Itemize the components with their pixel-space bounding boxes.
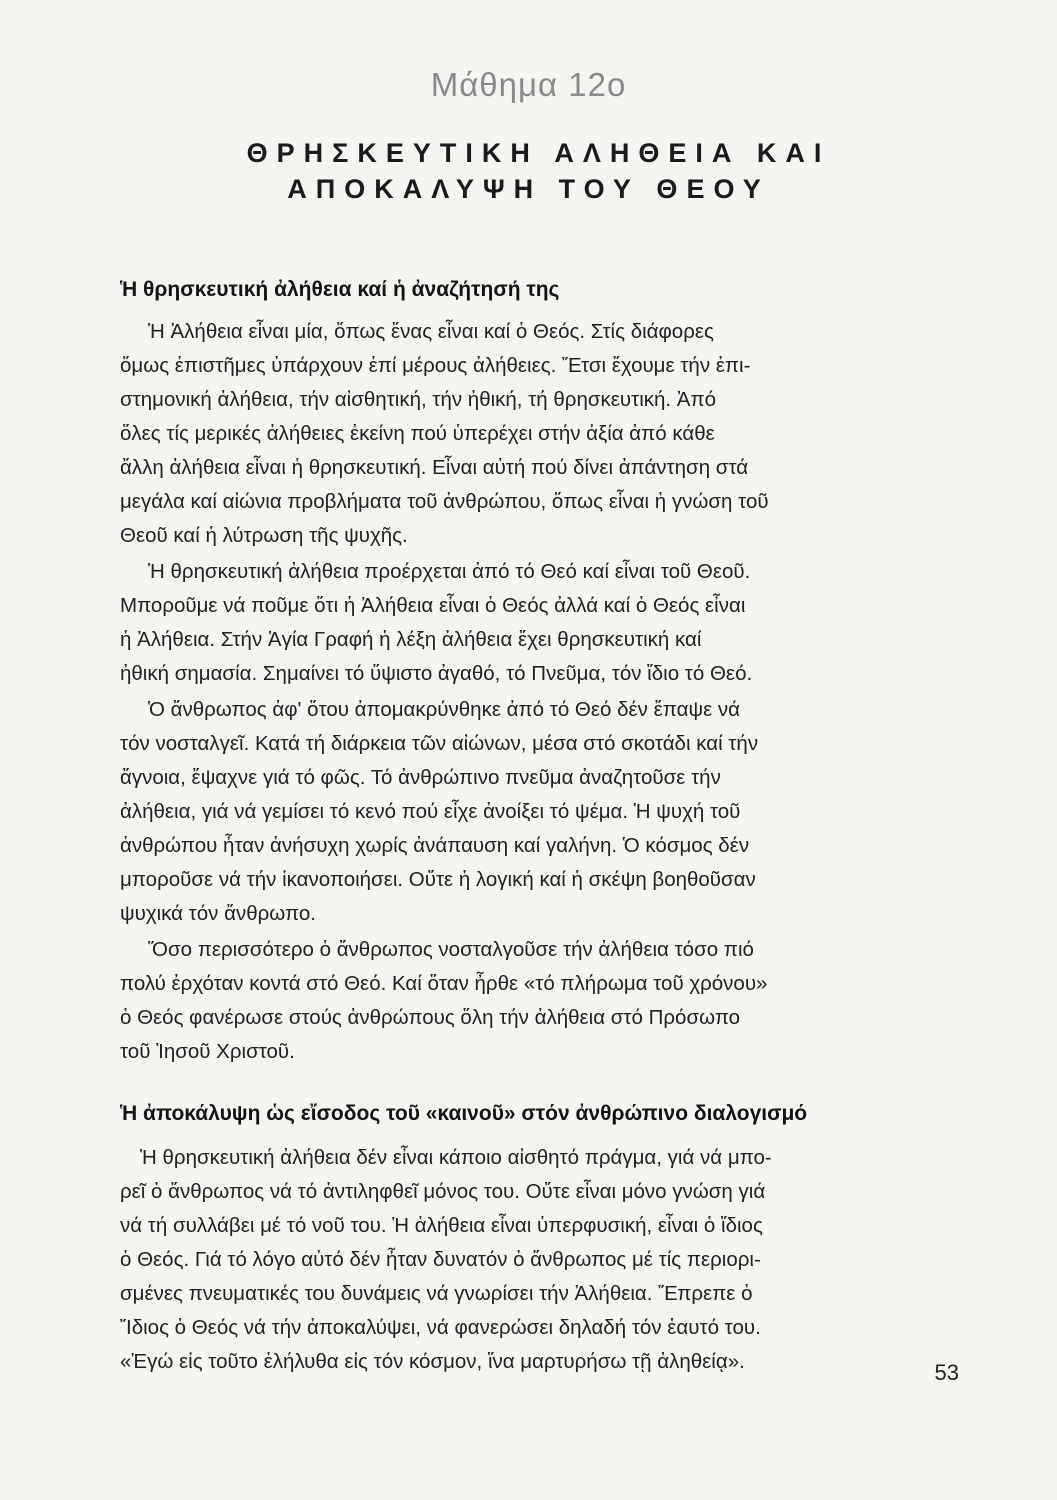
text-line: στημονική ἀλήθεια, τήν αἰσθητική, τήν ἠθική, τή θρησκευτική. Ἀπό <box>120 388 717 411</box>
text-line: Ὅσο περισσότερο ὁ ἄνθρωπος νοσταλγοῦσε τήν ἀλήθεια τόσο πιό <box>148 938 754 961</box>
chapter-title-line-1: ΘΡΗΣΚΕΥΤΙΚΗ ΑΛΗΘΕΙΑ ΚΑΙ <box>246 138 831 168</box>
text-line: ὁ Θεός φανέρωσε στούς ἀνθρώπους ὅλη τήν ἀλήθεια στό Πρόσωπο <box>120 1006 741 1029</box>
text-line: ρεῖ ὁ ἄνθρωπος νά τό ἀντιληφθεῖ μόνος του. Οὔτε εἶναι μόνο γνώση γιά <box>120 1180 766 1203</box>
text-line: Ἡ θρησκευτική ἀλήθεια δέν εἶναι κάποιο αἰσθητό πράγμα, γιά νά μπο- <box>140 1146 772 1169</box>
text-line: σμένες πνευματικές του δυνάμεις νά γνωρίσει τήν Ἀλήθεια. Ἔπρεπε ὁ <box>120 1282 753 1305</box>
text-line: Μποροῦμε νά ποῦμε ὅτι ἡ Ἀλήθεια εἶναι ὁ Θεός ἀλλά καί ὁ Θεός εἶναι <box>120 594 746 617</box>
text-line: ἀλήθεια, γιά νά γεμίσει τό κενό πού εἶχε ἀνοίξει τό ψέμα. Ἡ ψυχή τοῦ <box>120 800 741 823</box>
text-line: «Ἐγώ εἰς τοῦτο ἐλήλυθα εἰς τόν κόσμον, ἵνα μαρτυρήσω τῇ ἀληθείᾳ». <box>120 1350 745 1373</box>
text-line: νά τή συλλάβει μέ τό νοῦ του. Ἡ ἀλήθεια εἶναι ὑπερφυσική, εἶναι ὁ ἴδιος <box>120 1214 763 1237</box>
text-line: μεγάλα καί αἰώνια προβλήματα τοῦ ἀνθρώπου, ὅπως εἶναι ἡ γνώση τοῦ <box>120 490 769 513</box>
text-line: Ἴδιος ὁ Θεός νά τήν ἀποκαλύψει, νά φανερώσει δηλαδή τόν ἑαυτό του. <box>120 1316 761 1339</box>
text-line: ἡ Ἀλήθεια. Στήν Ἁγία Γραφή ἡ λέξη ἀλήθεια ἔχει θρησκευτική καί <box>120 628 702 651</box>
text-line: Ὁ ἄνθρωπος ἀφ' ὅτου ἀπομακρύνθηκε ἀπό τό Θεό δέν ἔπαψε νά <box>148 698 741 721</box>
chapter-title-line-2: ΑΠΟΚΑΛΥΨΗ ΤΟΥ ΘΕΟΥ <box>287 174 770 204</box>
page-number: 53 <box>934 1360 959 1385</box>
text-line: Θεοῦ καί ἡ λύτρωση τῆς ψυχῆς. <box>120 524 408 547</box>
text-line: ὁ Θεός. Γιά τό λόγο αὐτό δέν ἦταν δυνατόν ὁ ἄνθρωπος μέ τίς περιορι- <box>120 1248 761 1271</box>
text-line: ἄλλη ἀλήθεια εἶναι ἡ θρησκευτική. Εἶναι αὐτή πού δίνει ἀπάντηση στά <box>120 456 749 479</box>
text-line: ἀνθρώπου ἦταν ἀνήσυχη χωρίς ἀνάπαυση καί γαλήνη. Ὁ κόσμος δέν <box>120 834 750 857</box>
text-line: ἄγνοια, ἔψαχνε γιά τό φῶς. Τό ἀνθρώπινο πνεῦμα ἀναζητοῦσε τήν <box>120 766 721 789</box>
text-line: Ἡ θρησκευτική ἀλήθεια προέρχεται ἀπό τό Θεό καί εἶναι τοῦ Θεοῦ. <box>148 560 751 583</box>
text-line: ψυχικά τόν ἄνθρωπο. <box>120 902 316 925</box>
text-line: τοῦ Ἰησοῦ Χριστοῦ. <box>120 1040 295 1063</box>
text-line: ὅλες τίς μερικές ἀλήθειες ἐκείνη πού ὑπερέχει στήν ἀξία ἀπό κάθε <box>120 422 715 445</box>
lesson-label: Μάθημα 12ο <box>430 66 627 103</box>
text-line: Ἡ Ἀλήθεια εἶναι μία, ὅπως ἕνας εἶναι καί ὁ Θεός. Στίς διάφορες <box>148 320 714 343</box>
text-line: ἠθική σημασία. Σημαίνει τό ὕψιστο ἀγαθό, τό Πνεῦμα, τόν ἴδιο τό Θεό. <box>120 662 753 685</box>
text-line: μποροῦσε νά τήν ἱκανοποιήσει. Οὔτε ἡ λογική καί ἡ σκέψη βοηθοῦσαν <box>120 868 756 891</box>
section-2-heading: Ἡ ἀποκάλυψη ὡς εἴσοδος τοῦ «καινοῦ» στόν ἀνθρώπινο διαλογισμό <box>120 1102 808 1125</box>
text-line: πολύ ἐρχόταν κοντά στό Θεό. Καί ὅταν ἦρθε «τό πλήρωμα τοῦ χρόνου» <box>120 972 768 995</box>
text-line: ὅμως ἐπιστῆμες ὑπάρχουν ἐπί μέρους ἀλήθειες. Ἔτσι ἔχουμε τήν ἐπι- <box>120 354 751 377</box>
text-line: τόν νοσταλγεῖ. Κατά τή διάρκεια τῶν αἰώνων, μέσα στό σκοτάδι καί τήν <box>120 732 759 755</box>
section-1-heading: Ἡ θρησκευτική ἀλήθεια καί ἡ ἀναζήτησή της <box>120 278 560 301</box>
